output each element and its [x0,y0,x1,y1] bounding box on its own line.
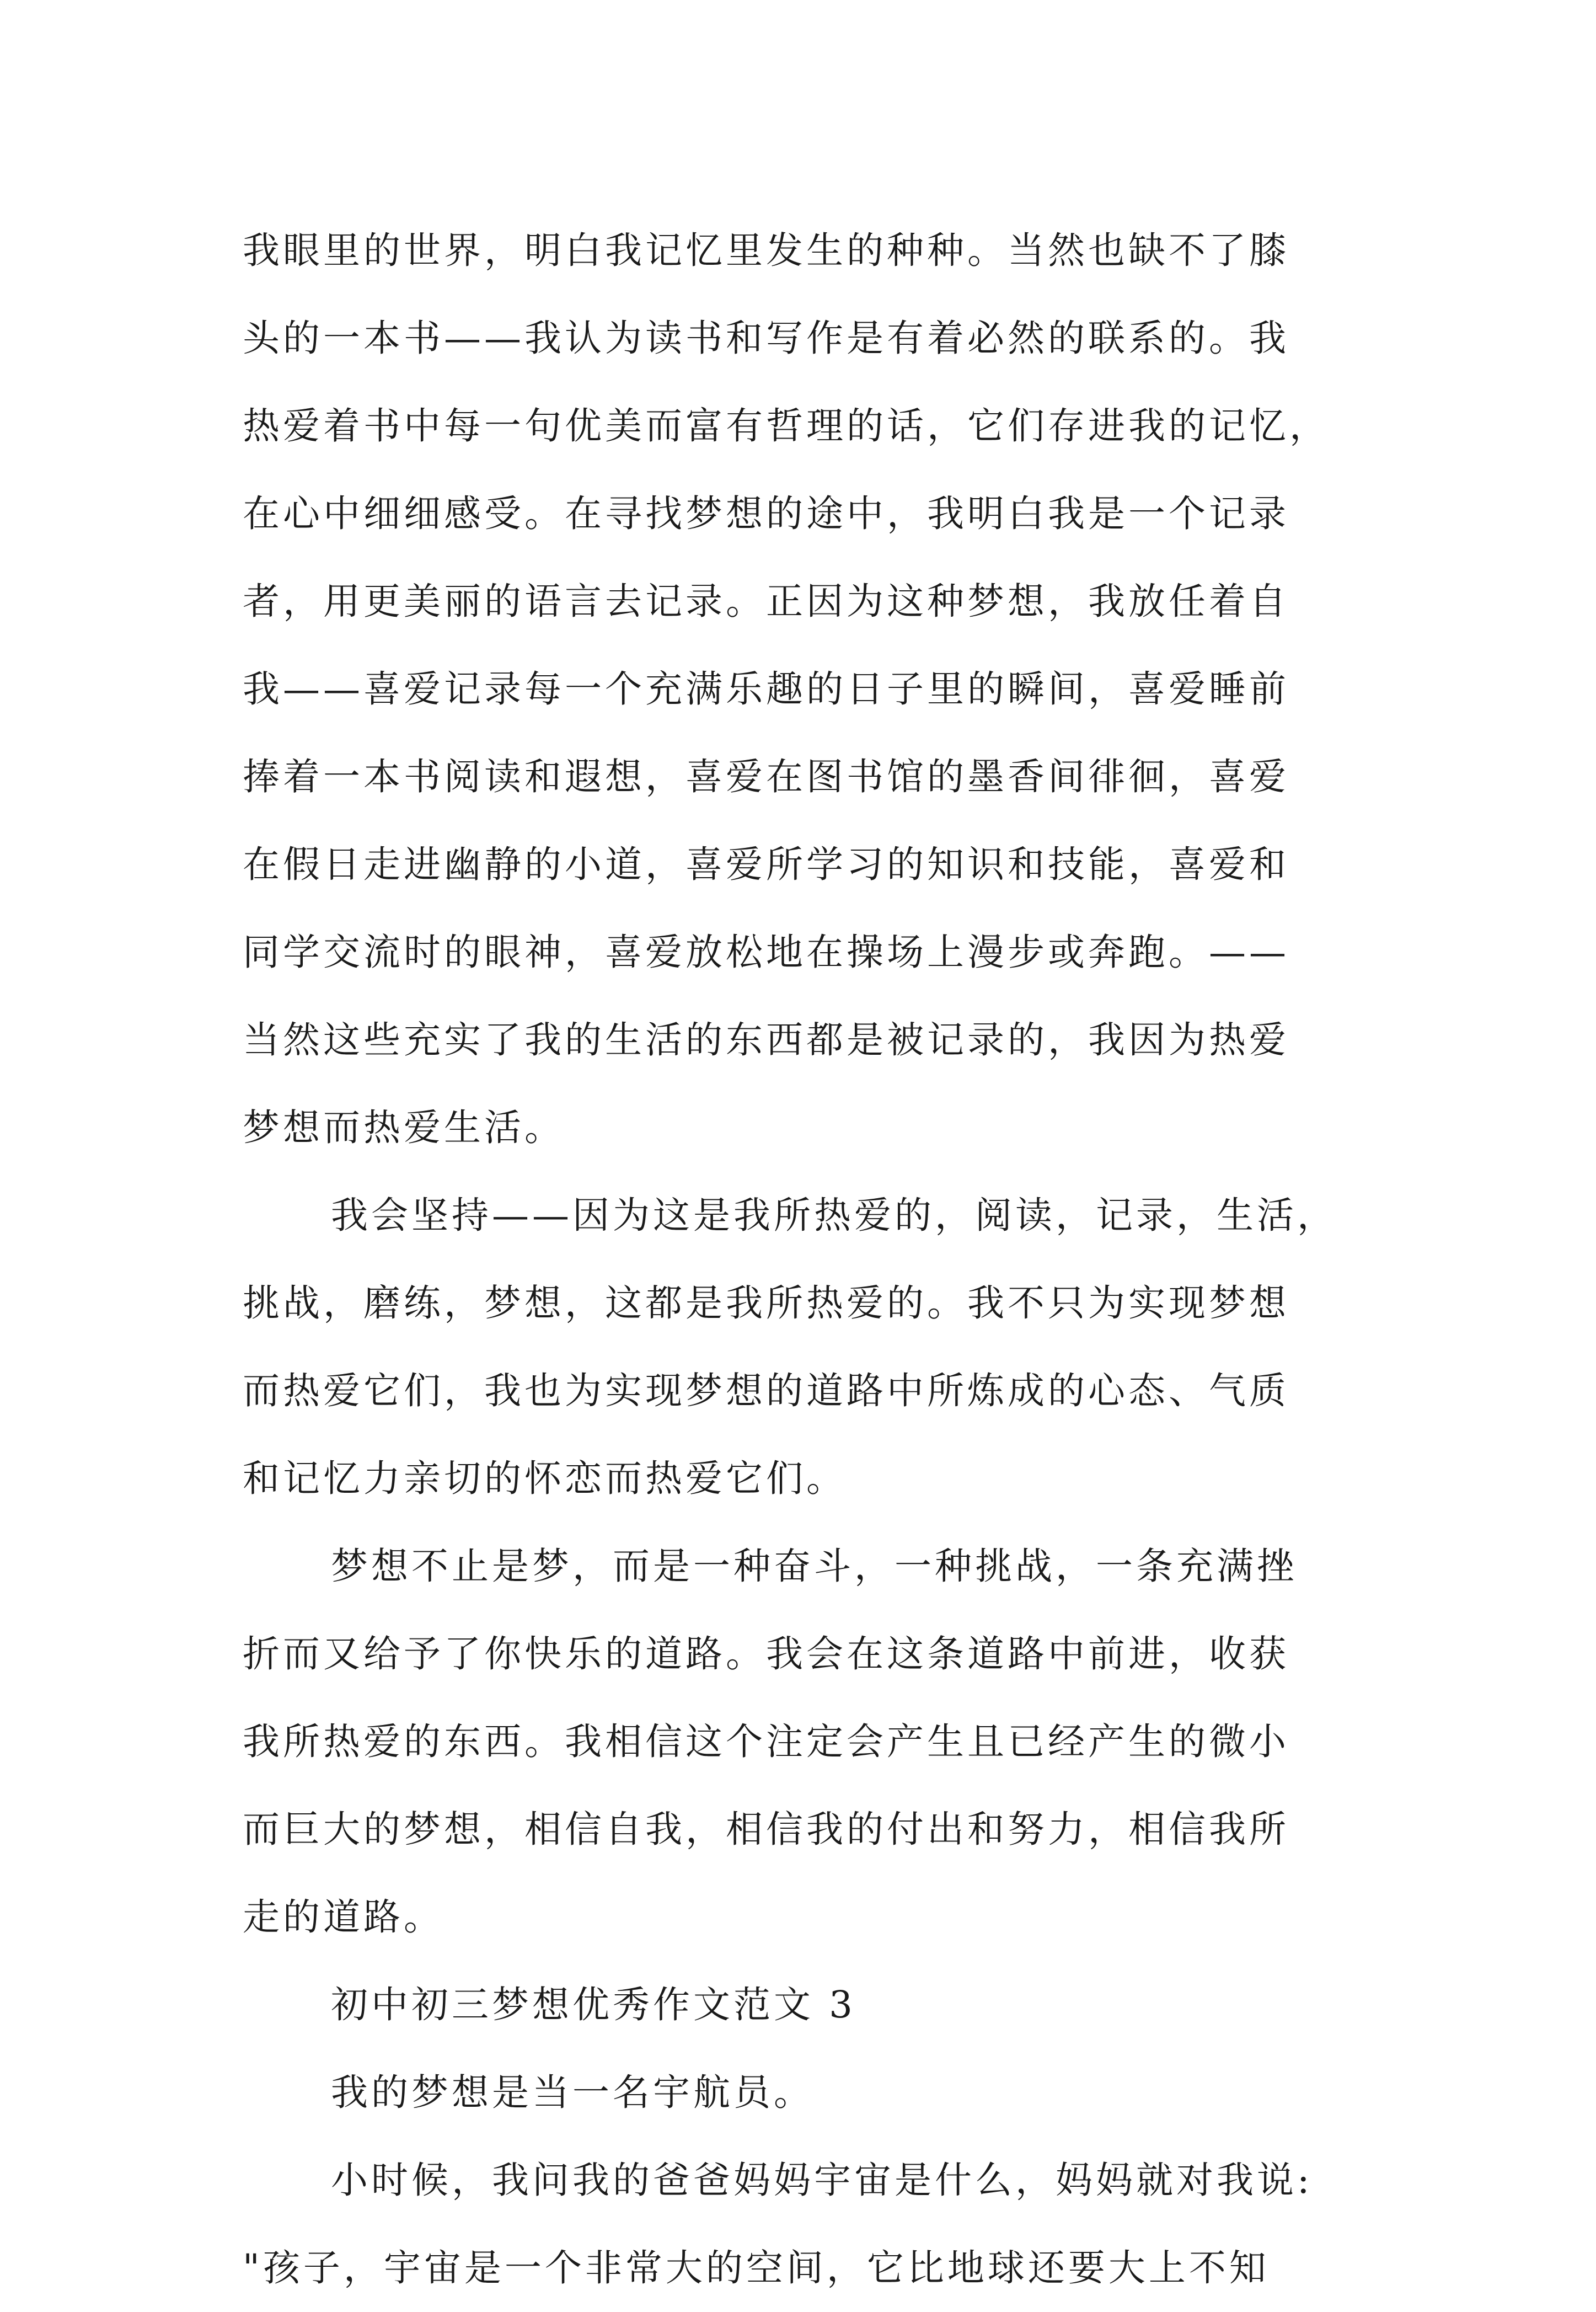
document-body [243,207,1390,2312]
text-line: 我所热爱的东西。我相信这个注定会产生且已经产生的微小 [243,1720,1289,1763]
text-line: 梦想不止是梦，而是一种奋斗，一种挑战，一条充满挫 [331,1545,1297,1588]
text-line: 和记忆力亲切的怀恋而热爱它们。 [243,1457,847,1500]
text-line: 我——喜爱记录每一个充满乐趣的日子里的瞬间，喜爱睡前 [243,668,1289,711]
text-line: 当然这些充实了我的生活的东西都是被记录的，我因为热爱 [243,1018,1289,1061]
section-heading: 初中初三梦想优秀作文范文 3 [331,1983,856,2026]
text-line: 而热爱它们，我也为实现梦想的道路中所炼成的心态、气质 [243,1369,1289,1412]
text-line: 而巨大的梦想，相信自我，相信我的付出和努力，相信我所 [243,1808,1289,1851]
text-line: 热爱着书中每一句优美而富有哲理的话，它们存进我的记忆， [243,404,1330,447]
text-line: 在假日走进幽静的小道，喜爱所学习的知识和技能，喜爱和 [243,843,1289,886]
text-line: "孩子，宇宙是一个非常大的空间，它比地球还要大上不知 [243,2246,1270,2289]
text-line: 挑战，磨练，梦想，这都是我所热爱的。我不只为实现梦想 [243,1282,1289,1325]
text-line: 捧着一本书阅读和遐想，喜爱在图书馆的墨香间徘徊，喜爱 [243,755,1289,798]
text-line: 头的一本书——我认为读书和写作是有着必然的联系的。我 [243,317,1289,360]
text-line: 走的道路。 [243,1895,444,1939]
text-line: 梦想而热爱生活。 [243,1106,565,1149]
text-line: 在心中细细感受。在寻找梦想的途中，我明白我是一个记录 [243,492,1289,535]
text-line: 小时候，我问我的爸爸妈妈宇宙是什么，妈妈就对我说: [331,2159,1313,2202]
text-line: 我会坚持——因为这是我所热爱的，阅读，记录，生活， [331,1194,1337,1237]
text-line: 我眼里的世界，明白我记忆里发生的种种。当然也缺不了膝 [243,229,1289,272]
text-line: 折而又给予了你快乐的道路。我会在这条道路中前进，收获 [243,1632,1289,1675]
text-line: 我的梦想是当一名宇航员。 [331,2071,814,2114]
text-line: 者，用更美丽的语言去记录。正因为这种梦想，我放任着自 [243,580,1289,623]
text-line: 同学交流时的眼神，喜爱放松地在操场上漫步或奔跑。—— [243,931,1289,974]
